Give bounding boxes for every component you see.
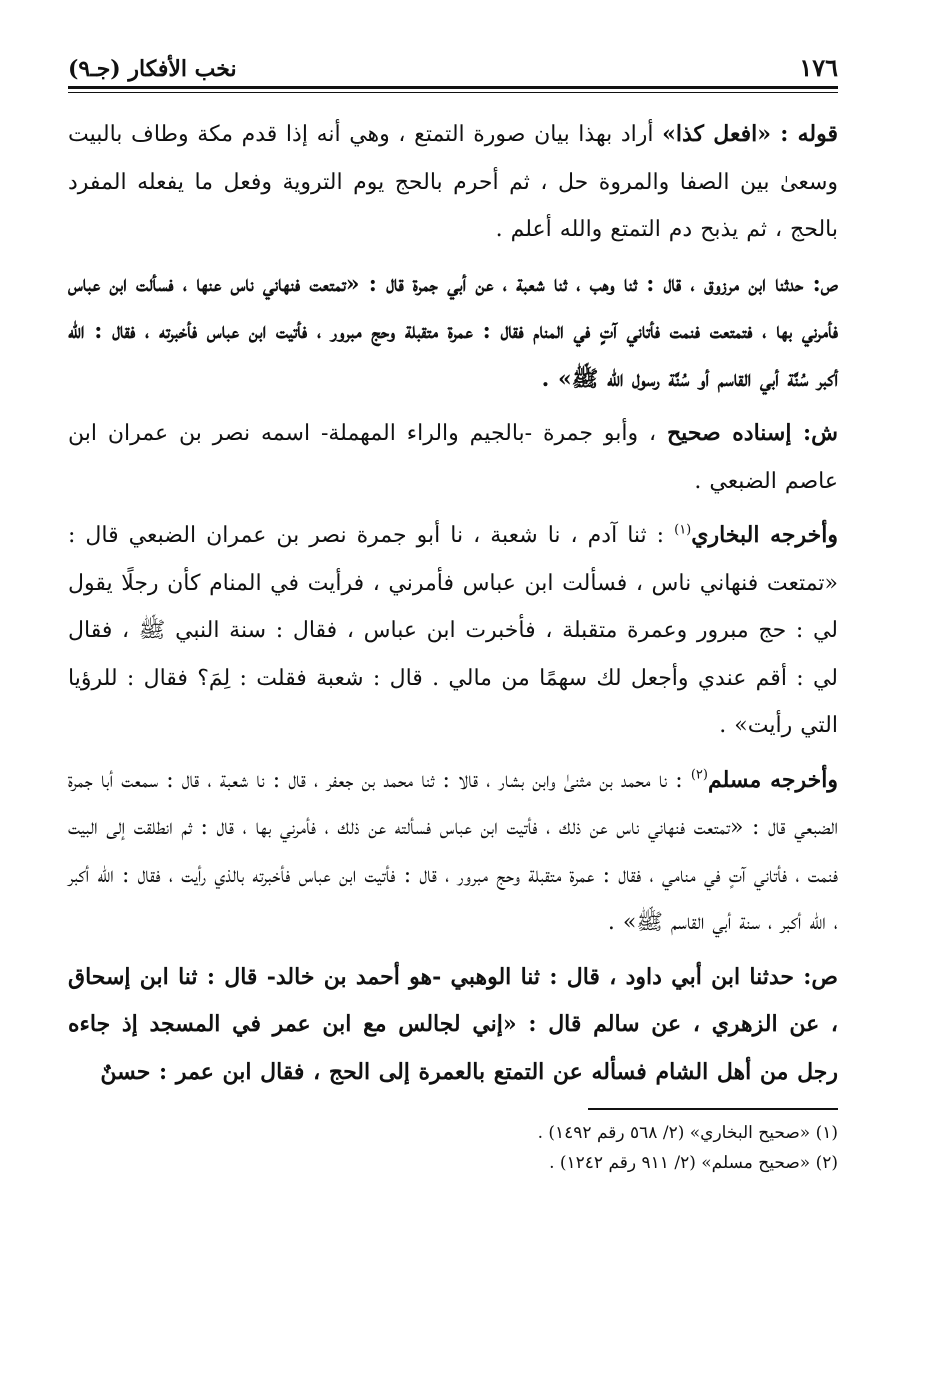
paragraph-body: حدثنا ابن أبي داود ، قال : ثنا الوهبي -هو أحمد بن خالد- قال : ثنا ابن إسحاق ، عن الزهري ، عن سالم قال : «إني لجالس مع ابن عمر في المسجد إذ جاءه رجل من أهل الشام فسأله عن التمتع بالعمرة إلى الحج ، فقال ابن عمر : حسنٌ xyxy=(68,963,838,1085)
paragraph-muslim xyxy=(68,757,838,947)
paragraph-body: ، وأبو جمرة -بالجيم والراء المهملة- اسمه نصر بن عمران ابن عاصم الضبعي . xyxy=(68,421,838,494)
paragraph-hadith-1 xyxy=(68,261,838,404)
paragraph-commentary-1 xyxy=(68,111,838,254)
book-page xyxy=(68,42,838,1178)
footnote-separator xyxy=(588,1108,838,1110)
paragraph-lead: ش: إسناده صحيح xyxy=(666,420,839,446)
footnote-marker: (١) xyxy=(674,522,692,538)
main-text xyxy=(68,111,838,1096)
paragraph-lead: ص: xyxy=(803,963,838,990)
paragraph-lead: وأخرجه مسلم xyxy=(707,766,838,793)
footnote-marker: (٢) xyxy=(690,767,708,783)
footnote-2: (٢) «صحيح مسلم» (٢/ ٩١١ رقم ١٢٤٢) . xyxy=(549,1153,838,1173)
paragraph-hadith-2 xyxy=(68,954,838,1097)
paragraph-lead: قوله : «افعل كذا» xyxy=(662,121,839,147)
paragraph-body: : نا محمد بن مثنىٰ وابن بشار ، قالا : ثنا محمد بن جعفر ، قال : نا شعبة ، قال : سمعت أبا جمرة الضبعي قال : «تمتعت فنهاني ناس عن ذلك ، فأتيت ابن عباس فسألته عن ذلك ، فأمرني بها ، قال : ثم انطلقت إلى البيت فنمت ، فأتاني آتٍ في منامي ، فقال : عمرة متقبلة وحج مبرور ، قال : فأتيت ابن عباس فأخبرته بالذي رأيت ، فقال : الله أكبر ، الله أكبر ، سنة أبي القاسم ﷺ» . xyxy=(68,767,838,935)
paragraph-lead: ص: xyxy=(812,270,838,297)
paragraph-lead: وأخرجه البخاري xyxy=(691,522,839,548)
paragraph-body: حدثنا ابن مرزوق ، قال : ثنا وهب ، ثنا شعبة ، عن أبي جمرة قال : «تمتعت فنهاني ناس عنها ، فسألت ابن عباس فأمرني بها ، فتمتعت فنمت فأتاني آتٍ في المنام فقال : عمرة متقبلة وحج مبرور ، فأتيت ابن عباس فأخبرته ، فقال : الله أكبر سُنَّة أبي القاسم أو سُنَّة رسول الله ﷺ» . xyxy=(68,270,838,392)
paragraph-body: : ثنا آدم ، نا شعبة ، نا أبو جمرة نصر بن عمران الضبعي قال : «تمتعت فنهاني ناس ، فسألت ابن عباس فأمرني ، فرأيت في المنام كأن رجلًا يقول لي : حج مبرور وعمرة متقبلة ، فأخبرت ابن عباس ، فقال : سنة النبي ﷺ ، فقال لي : أقم عندي وأجعل لك سهمًا من مالي . قال : شعبة فقلت : لِمَ؟ فقال : للرؤيا التي رأيت» . xyxy=(68,523,838,738)
paragraph-body: أراد بهذا بيان صورة التمتع ، وهي أنه إذا قدم مكة وطاف بالبيت وسعىٰ بين الصفا والمروة حل ، ثم أحرم بالحج يوم التروية وفعل ما يفعله المفرد بالحج ، ثم يذبح دم التمتع والله أعلم . xyxy=(68,122,838,242)
running-header xyxy=(68,42,838,82)
paragraph-commentary-2 xyxy=(68,410,838,505)
book-title: نخب الأفكار (جـ٩) xyxy=(68,56,237,82)
page-number: ١٧٦ xyxy=(799,53,838,82)
header-rule xyxy=(68,86,838,93)
paragraph-bukhari xyxy=(68,512,838,750)
footnotes xyxy=(68,1118,838,1178)
footnote-1: (١) «صحيح البخاري» (٢/ ٥٦٨ رقم ١٤٩٢) . xyxy=(537,1123,838,1143)
